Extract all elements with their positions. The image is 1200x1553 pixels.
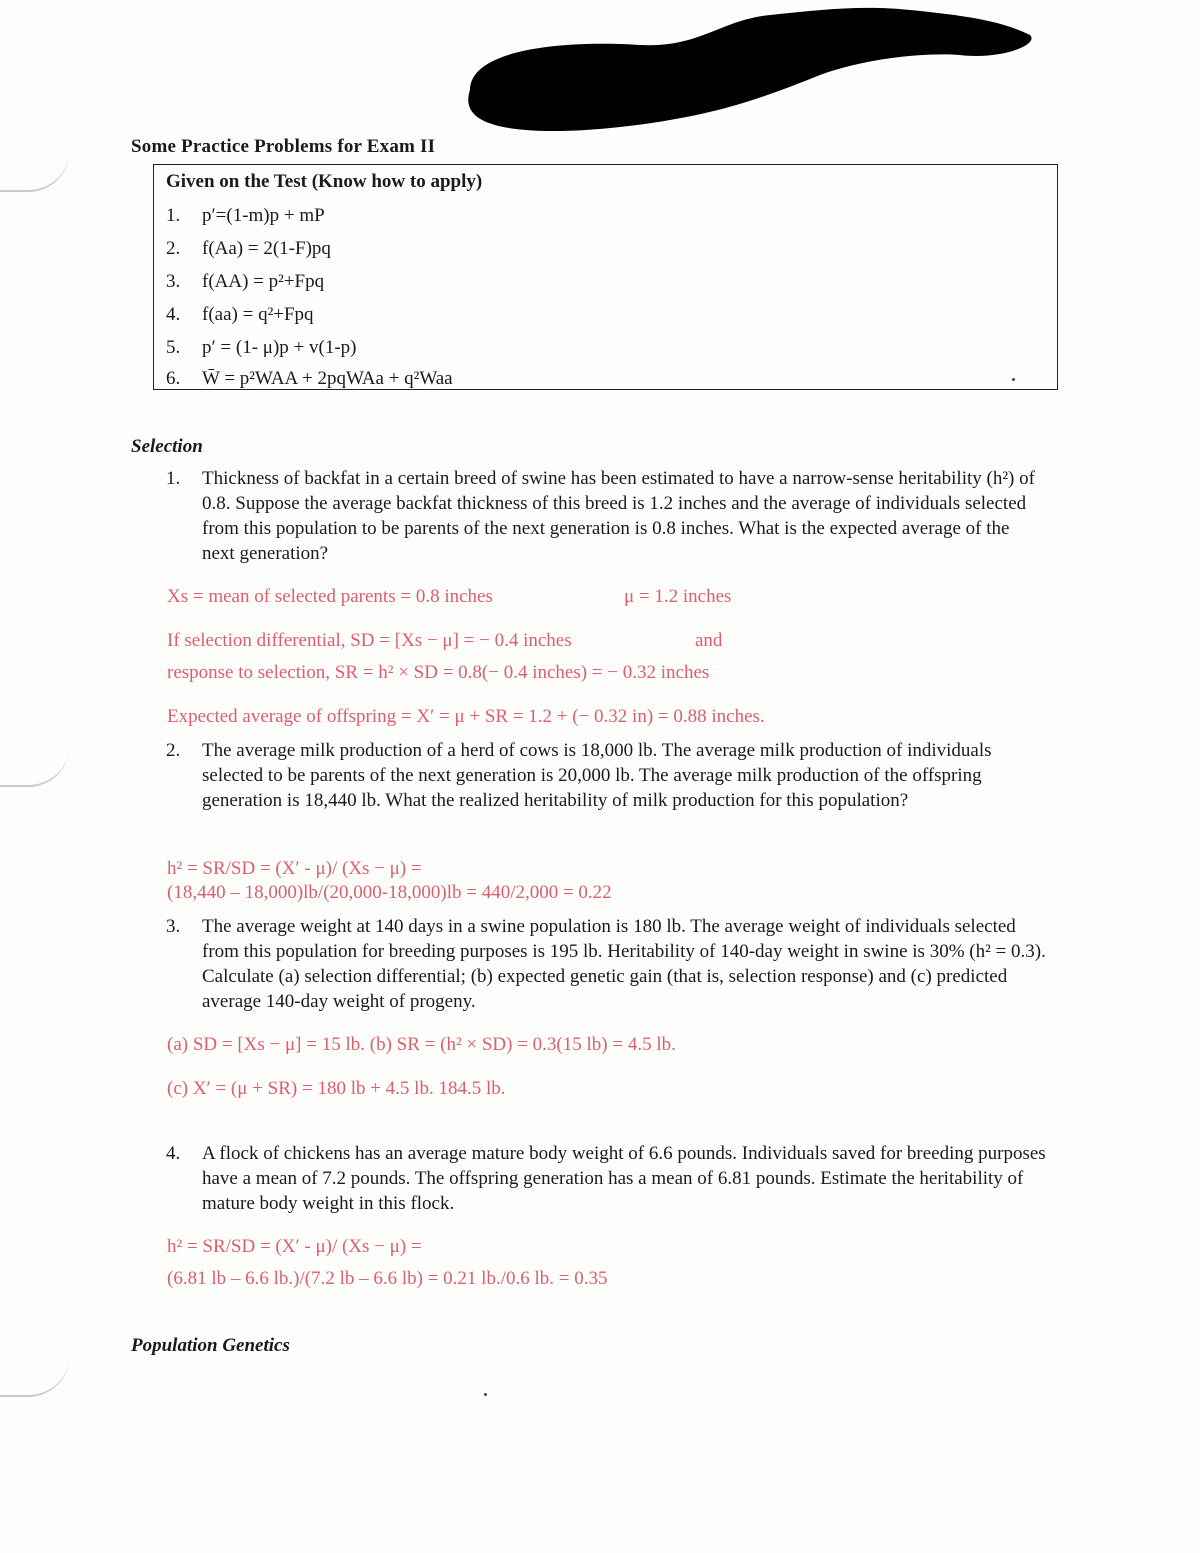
page-title: Some Practice Problems for Exam II	[131, 136, 436, 157]
answer-line: response to selection, SR = h² × SD = 0.8(− 0.4 inches) = − 0.32 inches	[167, 662, 710, 683]
punch-hole-bottom	[0, 1355, 70, 1397]
answer-line: If selection differential, SD = [Xs − μ] = − 0.4 inches	[167, 630, 572, 651]
question-3: 3. The average weight at 140 days in a swine population is 180 lb. The average weight of individuals selected from this population for breeding purposes is 195 lb. Heritability of 140-day weight in swine is 30% (h² = 0.3). Calculate (a) selection differential; (b) expected genetic gain (that is, selection response) and (c) predicted average 140-day weight of progeny.	[166, 916, 1046, 1012]
answer-line: (18,440 – 18,000)lb/(20,000-18,000)lb = 440/2,000 = 0.22	[167, 882, 612, 903]
answer-line: (6.81 lb – 6.6 lb.)/(7.2 lb – 6.6 lb) = 0.21 lb./0.6 lb. = 0.35	[167, 1268, 608, 1289]
redaction-mark	[440, 0, 1040, 140]
question-1: 1. Thickness of backfat in a certain breed of swine has been estimated to have a narrow-sense heritability (h²) of 0.8. Suppose the average backfat thickness of this breed is 1.2 inches and the average of individuals selected from this population to be parents of the next generation is 0.8 inches. What is the expected average of the next generation?	[166, 466, 1046, 566]
formula-box	[153, 164, 1058, 390]
question-text: Thickness of backfat in a certain breed of swine has been estimated to have a narrow-sense heritability (h²) of 0.8. Suppose the average backfat thickness of this breed is 1.2 inches and the average of individuals selected from this population to be parents of the next generation is 0.8 inches. What is the expected average of the next generation?	[202, 468, 1035, 564]
punch-hole-top	[0, 150, 70, 192]
formula-text: f(Aa) = 2(1-F)pq	[202, 238, 331, 259]
formula-row: 6. W̄ = p²WAA + 2pqWAa + q²Waa	[166, 368, 453, 389]
answer-line: h² = SR/SD = (X′ - μ)/ (Xs − μ) =	[167, 1236, 422, 1257]
answer-line: h² = SR/SD = (X′ - μ)/ (Xs − μ) =	[167, 858, 422, 879]
formula-text: W̄ = p²WAA + 2pqWAa + q²Waa	[202, 368, 453, 389]
answer-line: Xs = mean of selected parents = 0.8 inches	[167, 586, 493, 607]
question-text: A flock of chickens has an average mature body weight of 6.6 pounds. Individuals saved for breeding purposes have a mean of 7.2 pounds. The offspring generation has a mean of 6.81 pounds. Estimate the heritability of mature body weight in this flock.	[202, 1143, 1046, 1214]
section-heading-population-genetics: Population Genetics	[131, 1335, 290, 1356]
section-heading-selection: Selection	[131, 436, 203, 457]
question-2: 2. The average milk production of a herd of cows is 18,000 lb. The average milk production of individuals selected to be parents of the next generation is 20,000 lb. The average milk production of the offspring generation is 18,440 lb. What the realized heritability of milk production for this population?	[166, 738, 1046, 813]
formula-box-heading: Given on the Test (Know how to apply)	[166, 171, 483, 192]
formula-text: f(AA) = p²+Fpq	[202, 271, 325, 292]
formula-row: 3. f(AA) = p²+Fpq	[166, 271, 325, 292]
answer-line: Expected average of offspring = X′ = μ + SR = 1.2 + (− 0.32 in) = 0.88 inches.	[167, 706, 765, 727]
formula-row: 4. f(aa) = q²+Fpq	[166, 304, 314, 325]
answer-line: (a) SD = [Xs − μ] = 15 lb. (b) SR = (h² × SD) = 0.3(15 lb) = 4.5 lb.	[167, 1034, 676, 1055]
question-text: The average milk production of a herd of cows is 18,000 lb. The average milk production of individuals selected to be parents of the next generation is 20,000 lb. The average milk production of the offspring generation is 18,440 lb. What the realized heritability of milk production for this population?	[202, 740, 992, 811]
formula-row: 5. p′ = (1- μ)p + v(1-p)	[166, 337, 357, 358]
scan-speck	[484, 1393, 487, 1396]
formula-row: 2. f(Aa) = 2(1-F)pq	[166, 238, 331, 259]
answer-line: μ = 1.2 inches	[624, 586, 732, 607]
punch-hole-middle	[0, 745, 70, 787]
formula-text: f(aa) = q²+Fpq	[202, 304, 314, 325]
answer-line: (c) X′ = (μ + SR) = 180 lb + 4.5 lb. 184.5 lb.	[167, 1078, 506, 1099]
question-text: The average weight at 140 days in a swine population is 180 lb. The average weight of individuals selected from this population for breeding purposes is 195 lb. Heritability of 140-day weight in swine is 30% (h² = 0.3). Calculate (a) selection differential; (b) expected genetic gain (that is, selection response) and (c) predicted average 140-day weight of progeny.	[202, 916, 1046, 1012]
formula-text: p′=(1-m)p + mP	[202, 205, 325, 226]
question-4: 4. A flock of chickens has an average mature body weight of 6.6 pounds. Individuals saved for breeding purposes have a mean of 7.2 pounds. The offspring generation has a mean of 6.81 pounds. Estimate the heritability of mature body weight in this flock.	[166, 1143, 1046, 1214]
formula-row: 1. p′=(1-m)p + mP	[166, 205, 325, 226]
answer-line: and	[695, 630, 723, 651]
formula-text: p′ = (1- μ)p + v(1-p)	[202, 337, 357, 358]
